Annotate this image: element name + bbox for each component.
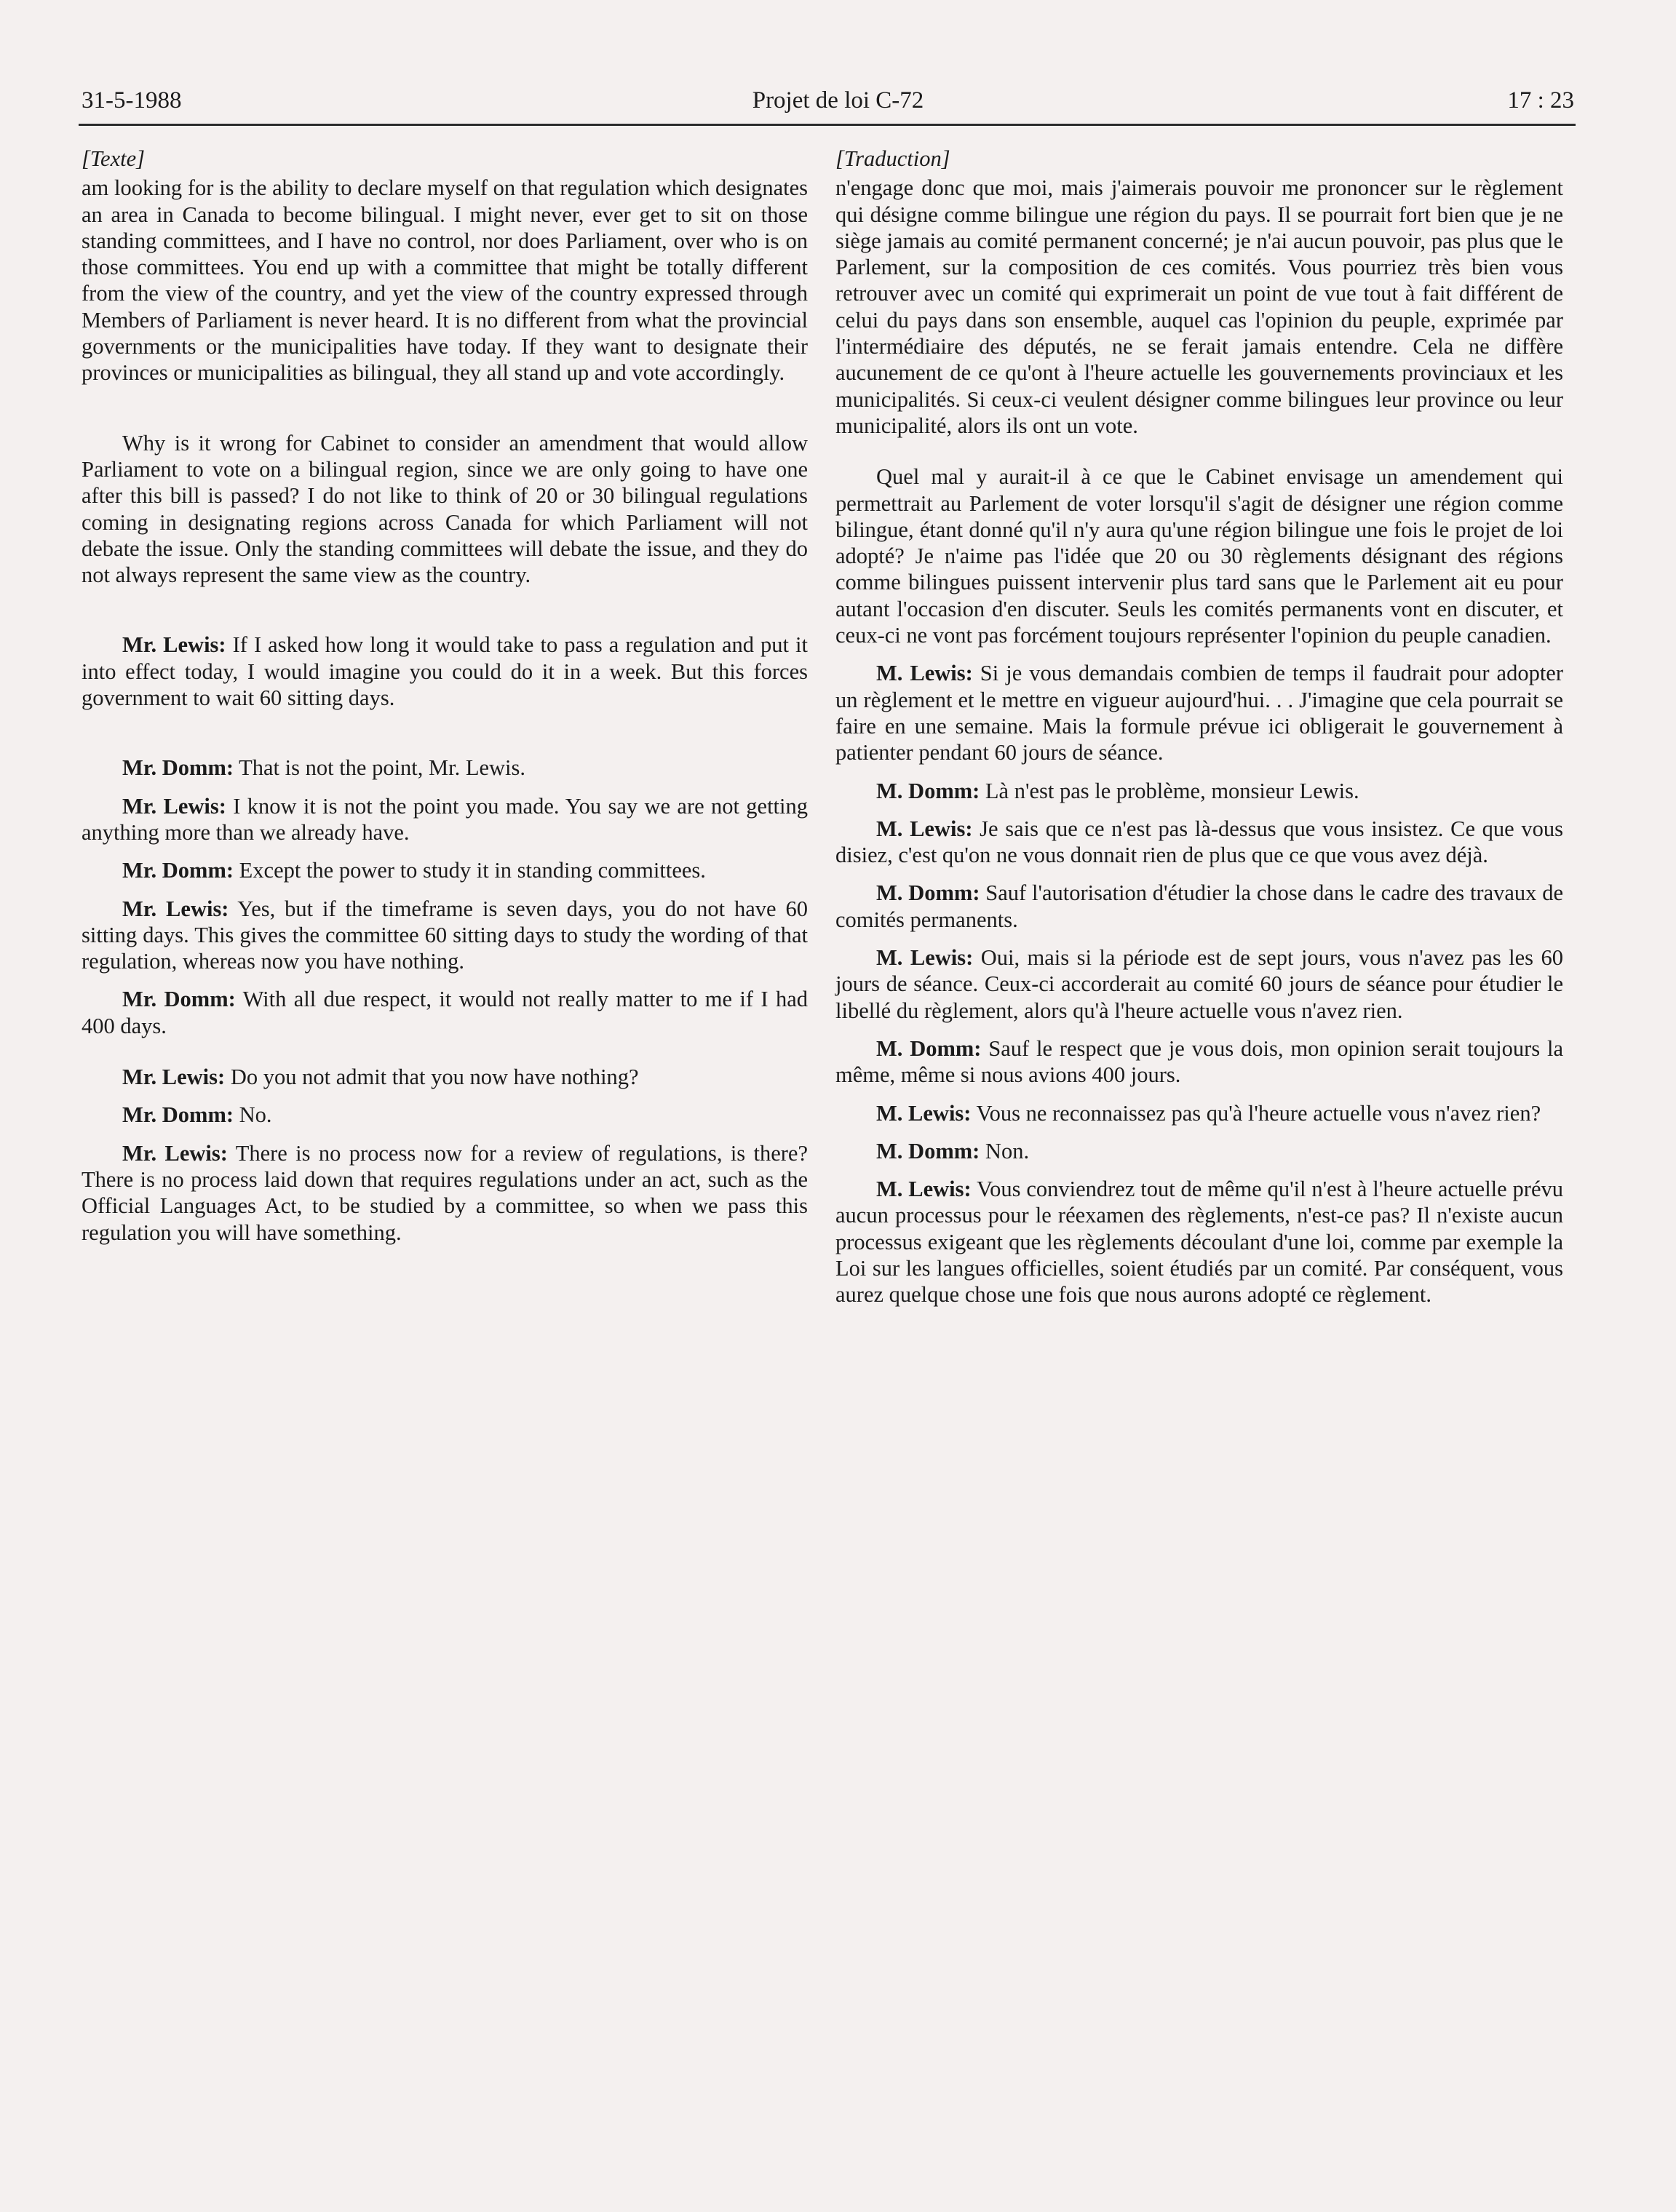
- speech-text: Yes, but if the timeframe is seven days, you do not have 60 sitting days. This gives the committee 60 sitting days to study the wording of that regulation, whereas now you have nothing.: [82, 896, 808, 974]
- speech-text: There is no process now for a review of regulations, is there? There is no process laid down that requires regulations under an act, such as the Official Languages Act, to be studied by a committee, so when we pass this regulation you will have something.: [82, 1140, 809, 1245]
- header-date: 31-5-1988: [82, 87, 182, 114]
- speech-text: That is not the point, Mr. Lewis.: [234, 755, 526, 781]
- language-tag: [Texte]: [82, 146, 145, 171]
- speech: [82, 986, 808, 1039]
- speech: [82, 793, 808, 846]
- header-rule: [79, 124, 1576, 126]
- speech: [82, 1102, 808, 1128]
- speech-text: Sauf l'autorisation d'étudier la chose dans le cadre des travaux de comités permanents.: [835, 880, 1563, 932]
- speech: [835, 1176, 1563, 1308]
- speaker: Mr. Domm:: [122, 858, 234, 883]
- french-column: [835, 146, 1563, 1308]
- speech-text: Là n'est pas le problème, monsieur Lewis.: [980, 778, 1359, 803]
- speech: [835, 880, 1563, 933]
- speaker: M. Lewis:: [876, 945, 974, 971]
- speech: [82, 755, 808, 781]
- speaker: Mr. Lewis:: [122, 1065, 226, 1090]
- speaker: Mr. Domm:: [122, 755, 234, 781]
- speech-text: If I asked how long it would take to pass a regulation and put it into effect today, I would imagine you could do it in a week. But this forces government to wait 60 sitting days.: [82, 632, 809, 711]
- speech: [82, 857, 808, 883]
- speaker: Mr. Domm:: [122, 987, 236, 1012]
- speech: [835, 816, 1563, 869]
- language-tag: [Traduction]: [835, 146, 950, 171]
- speaker: Mr. Lewis:: [122, 1140, 228, 1166]
- speech: [835, 1035, 1563, 1089]
- speech: [82, 896, 808, 975]
- speaker: M. Domm:: [876, 880, 980, 906]
- speech: [835, 1100, 1563, 1126]
- speech-text: Except the power to study it in standing committees.: [234, 858, 706, 883]
- paragraph: am looking for is the ability to declare myself on that regulation which designates an area in Canada to become bilingual. I might never, ever get to sit on those standing committees, and I have no control, nor does Parliament, over who is on those committees. You end up with a committee that might be totally different from the view of the country, and yet the view of the country expressed through Members of Parliament is never heard. It is no different from what the provincial governments or the municipalities have today. If they want to designate their provinces or municipalities as bilingual, they all stand up and vote accordingly.: [82, 175, 808, 386]
- paragraph: Quel mal y aurait-il à ce que le Cabinet envisage un amendement qui permettrait au Parlement de voter lorsqu'il s'agit de désigner une région comme bilingue, étant donné qu'il n'y aura qu'une région bilingue une fois le projet de loi adopté? Je n'aime pas l'idée que 20 ou 30 règlements désignant des régions comme bilingues puissent intervenir plus tard sans que le Parlement ait eu pour autant l'occasion d'en discuter. Seuls les comités permanents vont en discuter, et ceux-ci ne vont pas forcément toujours représenter l'opinion du peuple canadien.: [835, 464, 1563, 648]
- speaker: Mr. Lewis:: [122, 632, 226, 658]
- speech: [835, 778, 1563, 804]
- speaker: Mr. Lewis:: [122, 896, 229, 921]
- speech: [82, 1064, 808, 1090]
- paragraph: n'engage donc que moi, mais j'aimerais pouvoir me prononcer sur le règlement qui désigne comme bilingue une région du pays. Il se pourrait fort bien que je ne siège jamais au comité permanent concerné; je n'ai aucun pouvoir, pas plus que le Parlement, sur la composition de ces comités. Vous pourriez très bien vous retrouver avec un comité qui exprimerait un point de vue tout à fait différent de celui du pays dans son ensemble, auquel cas l'opinion du peuple, exprimée par l'intermédiaire des députés, ne se ferait jamais entendre. Cela ne diffère aucunement de ce qu'ont à l'heure actuelle les gouvernements provinciaux et les municipalités. Si ceux-ci veulent désigner comme bilingues leur province ou leur municipalité, alors ils ont un vote.: [835, 175, 1563, 438]
- speaker: M. Domm:: [876, 778, 980, 803]
- speaker: M. Domm:: [876, 1138, 980, 1163]
- speech: [835, 944, 1563, 1024]
- speaker: M. Lewis:: [876, 816, 973, 841]
- speech: [82, 1140, 808, 1246]
- speaker: Mr. Lewis:: [122, 793, 226, 819]
- speech-text: Sauf le respect que je vous dois, mon opinion serait toujours la même, même si nous avions 400 jours.: [835, 1035, 1563, 1088]
- speaker: M. Lewis:: [876, 1177, 972, 1202]
- header-page-number: 17 : 23: [1507, 87, 1574, 114]
- speaker: Mr. Domm:: [122, 1102, 234, 1128]
- speech-text: Oui, mais si la période est de sept jours, vous n'avez pas les 60 jours de séance. Ceux-ci accorderait au comité 60 jours de séance pour étudier le libellé du règlement, alors qu'à l'heure actuelle vous n'avez rien.: [835, 945, 1563, 1023]
- speaker: M. Lewis:: [876, 661, 973, 686]
- speech: [835, 660, 1563, 765]
- speech-text: Si je vous demandais combien de temps il faudrait pour adopter un règlement et le mettre en vigueur aujourd'hui. . . J'imagine que cela pourrait se faire en une semaine. Mais la formule prévue ici obligerait le gouvernement à patienter pendant 60 jours de séance.: [835, 661, 1563, 765]
- english-column: [82, 146, 808, 1246]
- speech: [82, 632, 808, 711]
- header-title: Projet de loi C-72: [752, 87, 924, 114]
- speech-text: I know it is not the point you made. You say we are not getting anything more than we already have.: [82, 793, 809, 845]
- speech-text: Non.: [980, 1138, 1030, 1163]
- speech-text: Je sais que ce n'est pas là-dessus que vous insistez. Ce que vous disiez, c'est qu'on ne vous donnait rien de plus que ce que vous avez déjà.: [835, 816, 1563, 868]
- paragraph: Why is it wrong for Cabinet to consider an amendment that would allow Parliament to vote on a bilingual region, since we are only going to have one after this bill is passed? I do not like to think of 20 or 30 bilingual regulations coming in designating regions across Canada for which Parliament will not debate the issue. Only the standing committees will debate the issue, and they do not always represent the same view as the country.: [82, 430, 808, 588]
- speech-text: Do you not admit that you now have nothing?: [225, 1065, 639, 1090]
- speech-text: Vous conviendrez tout de même qu'il n'est à l'heure actuelle prévu aucun processus pour le réexamen des règlements, n'est-ce pas? Il n'existe aucun processus exigeant que les règlements découlant d'une loi, comme par exemple la Loi sur les langues officielles, soient étudiés par un comité. Par conséquent, vous aurez quelque chose une fois que nous aurons adopté ce règlement.: [835, 1177, 1563, 1308]
- speech-text: With all due respect, it would not really matter to me if I had 400 days.: [82, 987, 808, 1038]
- speaker: M. Lewis:: [876, 1100, 972, 1126]
- speaker: M. Domm:: [876, 1035, 982, 1061]
- speech: [835, 1138, 1563, 1164]
- speech-text: Vous ne reconnaissez pas qu'à l'heure actuelle vous n'avez rien?: [971, 1100, 1541, 1126]
- speech-text: No.: [234, 1102, 272, 1128]
